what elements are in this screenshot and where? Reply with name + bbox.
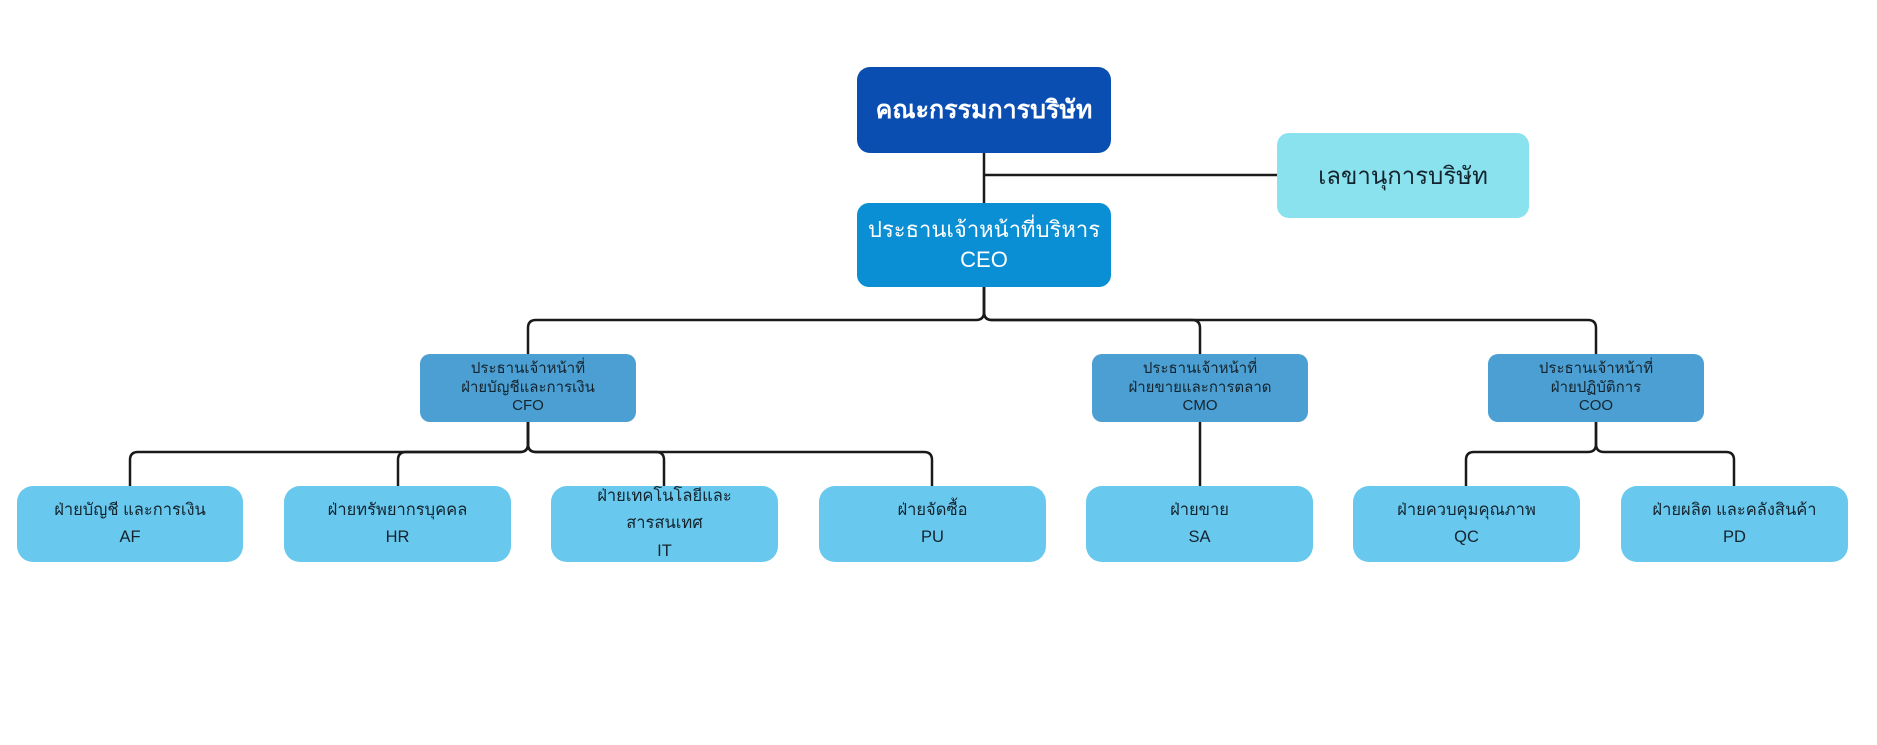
dept-hr-code: HR bbox=[385, 528, 410, 546]
ceo-title-thai: ประธานเจ้าหน้าที่บริหาร bbox=[867, 217, 1101, 243]
connector-cfo-hr bbox=[398, 422, 528, 486]
dept-pu-name: ฝ่ายจัดซื้อ bbox=[897, 500, 968, 519]
node-cmo bbox=[1092, 354, 1308, 422]
node-coo bbox=[1488, 354, 1704, 422]
connector-ceo-cfo bbox=[528, 287, 984, 354]
coo-title-line1: ประธานเจ้าหน้าที่ bbox=[1538, 359, 1654, 377]
dept-qc-name: ฝ่ายควบคุมคุณภาพ bbox=[1397, 500, 1536, 519]
cfo-title-line1: ประธานเจ้าหน้าที่ bbox=[470, 359, 586, 377]
cmo-title-line1: ประธานเจ้าหน้าที่ bbox=[1142, 359, 1258, 377]
connector-coo-pd bbox=[1596, 422, 1734, 486]
dept-af-code: AF bbox=[119, 528, 141, 546]
dept-pd-name: ฝ่ายผลิต และคลังสินค้า bbox=[1652, 500, 1817, 519]
cmo-code: CMO bbox=[1182, 397, 1218, 415]
board-title: คณะกรรมการบริษัท bbox=[875, 96, 1093, 124]
dept-pd-code: PD bbox=[1723, 528, 1746, 546]
node-dept-production-warehouse bbox=[1621, 486, 1848, 562]
node-dept-human-resources bbox=[284, 486, 511, 562]
connector-ceo-coo bbox=[984, 287, 1596, 354]
node-dept-sales bbox=[1086, 486, 1313, 562]
coo-code: COO bbox=[1578, 397, 1614, 415]
node-dept-information-technology bbox=[551, 486, 778, 562]
dept-sa-name: ฝ่ายขาย bbox=[1170, 500, 1229, 519]
dept-pu-code: PU bbox=[921, 528, 944, 546]
coo-title-line2: ฝ่ายปฏิบัติการ bbox=[1550, 378, 1642, 396]
cfo-code: CFO bbox=[512, 397, 544, 415]
node-dept-quality-control bbox=[1353, 486, 1580, 562]
connector-coo-qc bbox=[1466, 422, 1596, 486]
dept-sa-code: SA bbox=[1188, 528, 1211, 546]
dept-it-code: IT bbox=[657, 541, 672, 560]
node-dept-purchasing bbox=[819, 486, 1046, 562]
dept-af-name: ฝ่ายบัญชี และการเงิน bbox=[54, 500, 206, 519]
secretary-title: เลขานุการบริษัท bbox=[1318, 163, 1488, 190]
ceo-title-code: CEO bbox=[960, 247, 1008, 272]
connector-cfo-pu bbox=[528, 422, 932, 486]
node-cfo bbox=[420, 354, 636, 422]
node-company-secretary bbox=[1277, 133, 1529, 218]
connector-cfo-it bbox=[528, 422, 664, 486]
dept-it-name: ฝ่ายเทคโนโลยีและสารสนเทศ bbox=[597, 487, 732, 533]
node-dept-accounting-finance bbox=[17, 486, 243, 562]
connector-cfo-af bbox=[130, 422, 528, 486]
cfo-title-line2: ฝ่ายบัญชีและการเงิน bbox=[461, 378, 595, 396]
dept-hr-name: ฝ่ายทรัพยากรบุคคล bbox=[327, 500, 468, 519]
node-ceo bbox=[857, 203, 1111, 287]
cmo-title-line2: ฝ่ายขายและการตลาด bbox=[1128, 378, 1272, 396]
node-board-of-directors bbox=[857, 67, 1111, 153]
dept-qc-code: QC bbox=[1454, 528, 1479, 546]
